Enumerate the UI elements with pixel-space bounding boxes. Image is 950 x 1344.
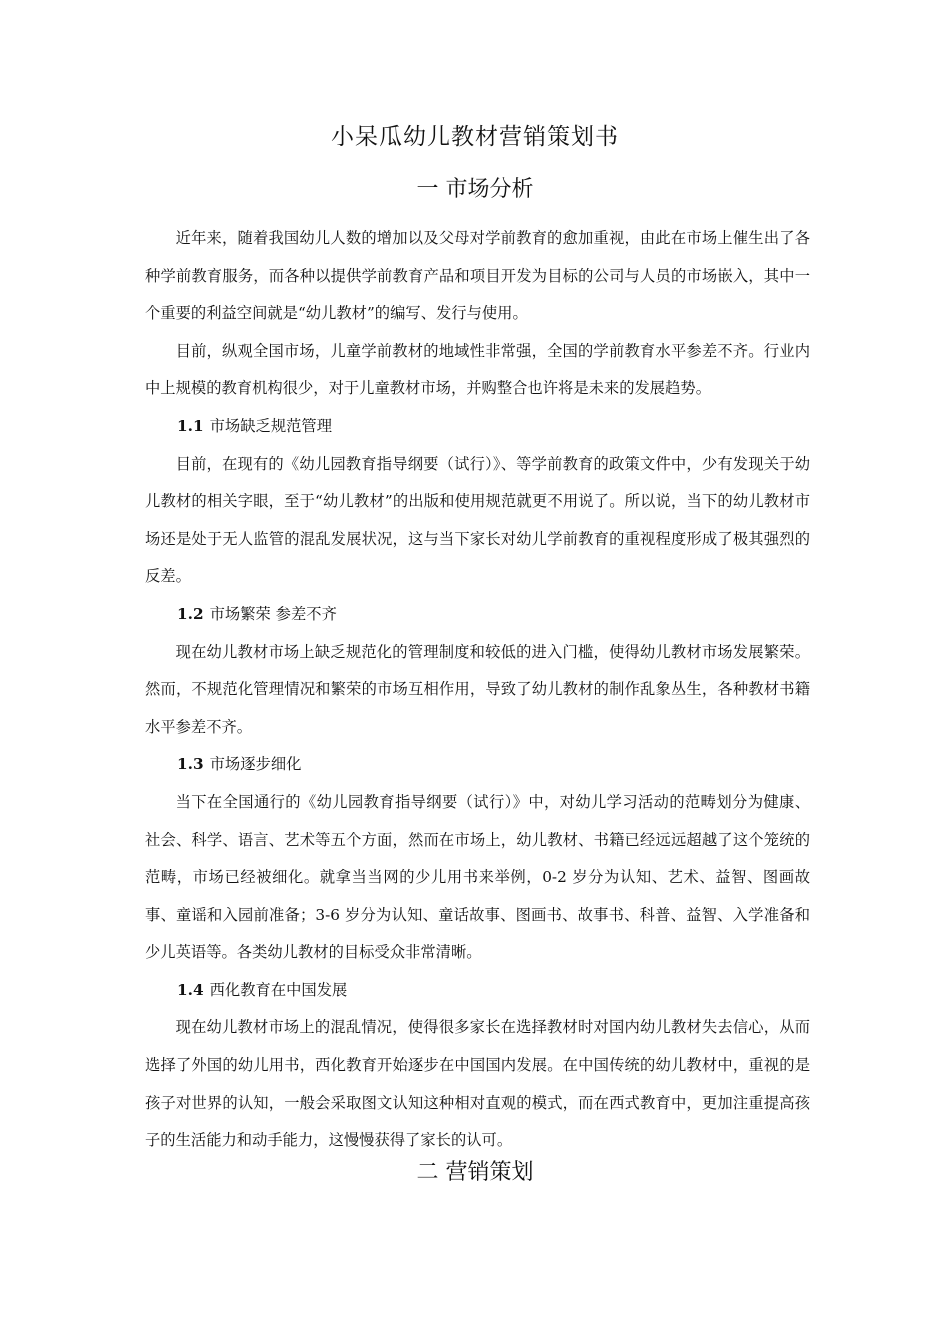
subsection-number: 1.3 — [177, 755, 204, 774]
subsection-title: 市场逐步细化 — [209, 755, 302, 774]
section-heading-marketing-plan: 二 营销策划 — [416, 1160, 534, 1185]
subsection-title: 市场繁荣 参差不齐 — [209, 604, 337, 623]
subsection-number: 1.2 — [177, 604, 204, 623]
document-title: 小呆瓜幼儿教材营销策划书 — [331, 124, 619, 150]
subsection-paragraph: 现在幼儿教材市场上的混乱情况，使得很多家长在选择教材时对国内幼儿教材失去信心，从而选择了外国的幼儿用书，西化教育开始逐步在中国国内发展。在中国传统的幼儿教材中，重视的是孩子对世界的认知，一般会采取图文认知这种相对直观的模式，而在西式教育中，更加注重提高孩子的生活能力和动手能力，这慢慢获得了家长的认可。 — [145, 1018, 810, 1150]
subsection-heading-1-3 — [145, 746, 810, 784]
intro-paragraph: 近年来，随着我国幼儿人数的增加以及父母对学前教育的愈加重视，由此在市场上催生出了各种学前教育服务，而各种以提供学前教育产品和项目开发为目标的公司与人员的市场嵌入，其中一个重要的利益空间就是“幼儿教材”的编写、发行与使用。 — [145, 229, 810, 323]
subsection-heading-1-1 — [145, 408, 810, 446]
subsection-number: 1.4 — [177, 980, 204, 999]
document-body — [145, 220, 810, 1160]
subsection-paragraph: 当下在全国通行的《幼儿园教育指导纲要（试行）》中，对幼儿学习活动的范畴划分为健康、社会、科学、语言、艺术等五个方面，然而在市场上，幼儿教材、书籍已经远远超越了这个笼统的范畴，市场已经被细化。就拿当当网的少儿用书来举例，0-2 岁分为认知、艺术、益智、图画故事、童谣和入园前准备；3-6 岁分为认知、童话故事、图画书、故事书、科普、益智、入学准备和少儿英语等。各类幼儿教材的目标受众非常清晰。 — [145, 792, 810, 962]
intro-paragraph: 目前，纵观全国市场，儿童学前教材的地域性非常强，全国的学前教育水平参差不齐。行业内中上规模的教育机构很少，对于儿童教材市场，并购整合也许将是未来的发展趋势。 — [145, 341, 810, 398]
subsection-heading-1-4 — [145, 972, 810, 1010]
subsection-title: 市场缺乏规范管理 — [209, 416, 333, 435]
section-heading-market-analysis: 一 市场分析 — [416, 177, 534, 202]
subsection-paragraph: 现在幼儿教材市场上缺乏规范化的管理制度和较低的进入门槛，使得幼儿教材市场发展繁荣。然而，不规范化管理情况和繁荣的市场互相作用，导致了幼儿教材的制作乱象丛生，各种教材书籍水平参差不齐。 — [145, 642, 810, 736]
subsection-title: 西化教育在中国发展 — [209, 980, 348, 999]
subsection-paragraph: 目前，在现有的《幼儿园教育指导纲要（试行）》、等学前教育的政策文件中，少有发现关于幼儿教材的相关字眼，至于“幼儿教材”的出版和使用规范就更不用说了。所以说，当下的幼儿教材市场还是处于无人监管的混乱发展状况，这与当下家长对幼儿学前教育的重视程度形成了极其强烈的反差。 — [145, 454, 810, 586]
subsection-number: 1.1 — [177, 416, 204, 435]
subsection-heading-1-2 — [145, 596, 810, 634]
